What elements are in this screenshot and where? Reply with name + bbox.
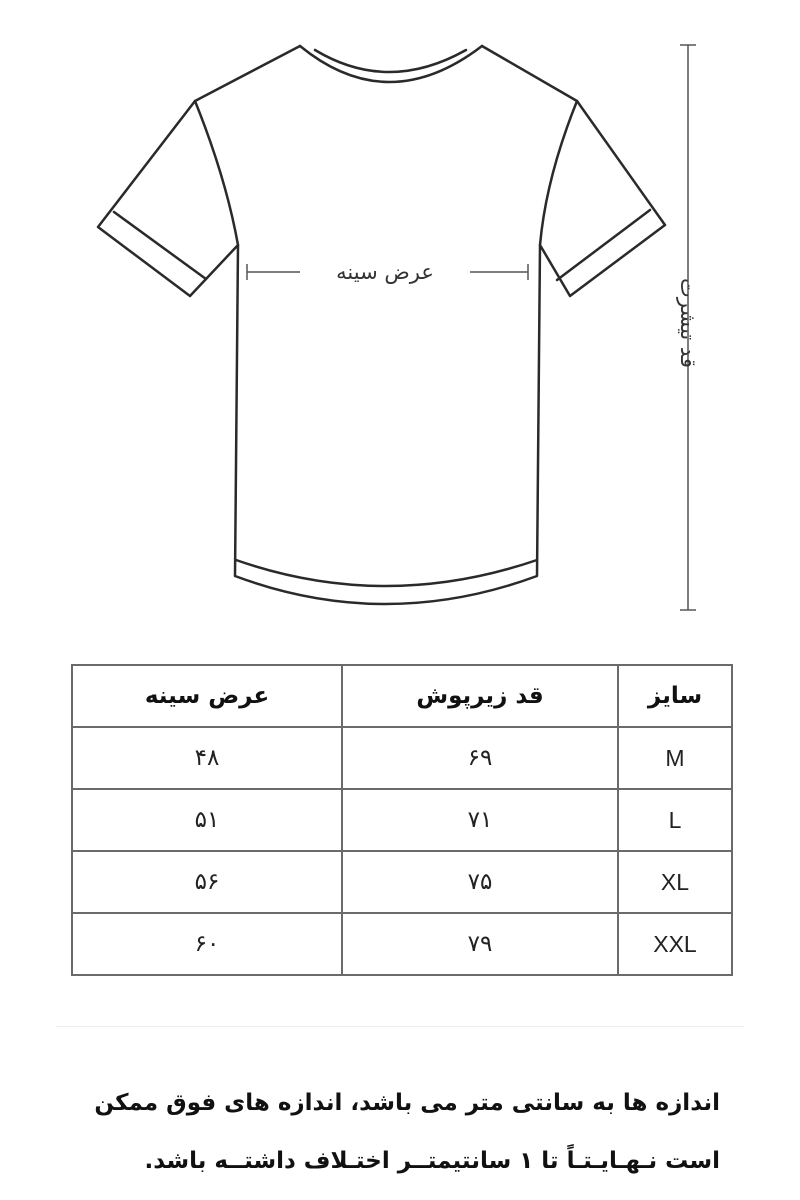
length-cell: ۷۹	[342, 913, 618, 975]
left-sleeve-cuff	[114, 212, 206, 279]
table-row	[72, 727, 732, 789]
chest-cell: ۶۰	[72, 913, 342, 975]
table-row	[72, 851, 732, 913]
tshirt-outline	[98, 46, 665, 604]
header-length: قد زیرپوش	[342, 665, 618, 727]
size-note	[60, 1074, 720, 1190]
size-cell: XL	[618, 851, 732, 913]
chest-cell: ۵۱	[72, 789, 342, 851]
chest-width-label: عرض سینه	[300, 256, 470, 288]
header-size: سایز	[618, 665, 732, 727]
length-cell: ۷۵	[342, 851, 618, 913]
size-cell: L	[618, 789, 732, 851]
right-armhole-seam	[540, 101, 577, 245]
tshirt-collar-outer	[300, 46, 482, 82]
section-divider	[56, 1026, 744, 1027]
note-line-1: اندازه ها به سانتی متر می باشد، اندازه های فوق ممکن	[94, 1090, 720, 1116]
size-table	[71, 664, 733, 976]
chest-cell: ۴۸	[72, 727, 342, 789]
note-line-2: است نـهـایـتـاً تا ۱ سانتیمتــر اختـلاف داشتــه باشد.	[144, 1148, 720, 1174]
size-cell: M	[618, 727, 732, 789]
table-row	[72, 913, 732, 975]
table-row	[72, 789, 732, 851]
chest-cell: ۵۶	[72, 851, 342, 913]
length-cell: ۶۹	[342, 727, 618, 789]
tshirt-hem	[236, 560, 537, 586]
length-cell: ۷۱	[342, 789, 618, 851]
left-armhole-seam	[195, 101, 238, 245]
header-chest: عرض سینه	[72, 665, 342, 727]
size-cell: XXL	[618, 913, 732, 975]
tshirt-length-label: قد تیشرت	[676, 277, 700, 368]
table-header-row	[72, 665, 732, 727]
